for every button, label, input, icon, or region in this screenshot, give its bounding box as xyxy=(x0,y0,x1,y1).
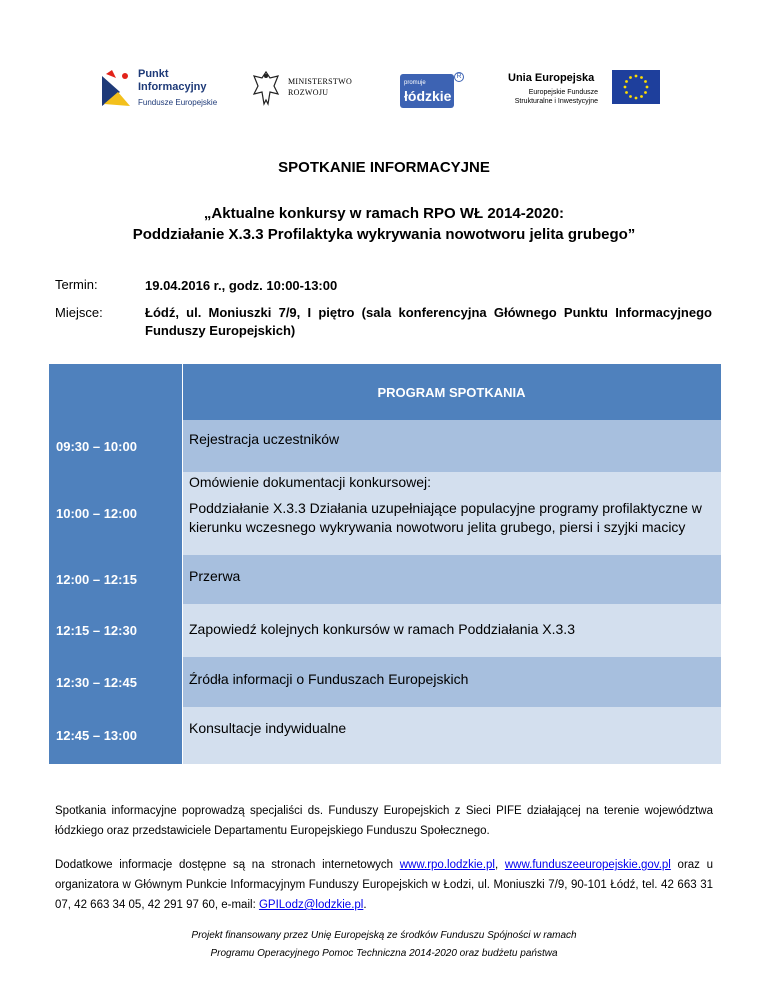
row-desc: Przerwa xyxy=(189,568,241,584)
logo-bar xyxy=(0,62,768,118)
program-header-row xyxy=(49,364,721,420)
table-row xyxy=(49,707,721,764)
fundusze-link[interactable]: www.funduszeeuropejskie.gov.pl xyxy=(504,859,671,871)
termin-value: 19.04.2016 r., godz. 10:00-13:00 xyxy=(145,278,338,293)
row-time: 10:00 – 12:00 xyxy=(49,472,182,555)
column-divider xyxy=(182,364,183,764)
punkt-logo-subtext: Fundusze Europejskie xyxy=(138,98,218,107)
punkt-logo-text: Punkt Informacyjny xyxy=(138,68,207,93)
table-row xyxy=(49,657,721,707)
row-desc: Źródła informacji o Funduszach Europejskich xyxy=(189,671,469,687)
row-time: 12:30 – 12:45 xyxy=(49,657,182,707)
row-desc: Zapowiedź kolejnych konkursów w ramach Poddziałania X.3.3 xyxy=(189,621,575,637)
funding-note-line-2: Programu Operacyjnego Pomoc Techniczna 2014-2020 oraz budżetu państwa xyxy=(210,948,558,959)
program-table xyxy=(49,364,721,764)
row-time: 12:45 – 13:00 xyxy=(49,707,182,764)
eagle-emblem-icon xyxy=(252,68,280,108)
termin-label: Termin: xyxy=(55,277,98,292)
document-title: SPOTKANIE INFORMACYJNE xyxy=(278,159,490,176)
row-desc: Konsultacje indywidualne xyxy=(189,720,347,736)
table-row xyxy=(49,472,721,555)
eu-flag-icon xyxy=(612,70,660,104)
funding-note-line-1: Projekt finansowany przez Unię Europejską ze środków Funduszu Spójności w ramach xyxy=(191,930,577,941)
program-heading: PROGRAM SPOTKANIA xyxy=(377,384,526,400)
registered-mark: R xyxy=(454,72,464,82)
row-time: 12:15 – 12:30 xyxy=(49,604,182,657)
ministerstwo-logo-text: MINISTERSTWO ROZWOJU xyxy=(288,77,353,97)
row-desc: Rejestracja uczestników xyxy=(189,431,340,447)
row-desc: Omówienie dokumentacji konkursowej: Poddziałanie X.3.3 Działania uzupełniające populacyjne programy profilaktyczne w kierunku wczesnego wykrywania nowotworu jelita grubego, piersi i szyjki macicy xyxy=(189,474,702,535)
ue-logo-title: Unia Europejska xyxy=(508,72,595,84)
row-time: 09:30 – 10:00 xyxy=(49,420,182,472)
table-row xyxy=(49,555,721,604)
footer-paragraph-2: Dodatkowe informacje dostępne są na stronach internetowych www.rpo.lodzkie.pl, www.funduszeeuropejskie.gov.pl oraz u organizatora w Głównym Punkcie Informacyjnym Funduszy Europejskich w Łodzi, ul. Moniuszki 7/9, 90-101 Łódź, tel. 42 663 31 07, 42 663 34 05, 42 291 97 60, e-mail: GPILodz@lodzkie.pl. xyxy=(55,859,714,911)
row-time: 12:00 – 12:15 xyxy=(49,555,182,604)
punkt-informacyjny-logo xyxy=(98,68,134,108)
miejsce-label: Miejsce: xyxy=(55,305,103,320)
footer-paragraph-1: Spotkania informacyjne poprowadzą specjaliści ds. Funduszy Europejskich z Sieci PIFE działającej na terenie województwa łódzkiego oraz przedstawiciele Departamentu Europejskiego Funduszu Społecznego. xyxy=(55,805,713,837)
lodzkie-logo: promuje łódzkie xyxy=(400,74,454,108)
ue-logo-subtext: Europejskie Fundusze Strukturalne i Inwestycyjne xyxy=(514,89,598,105)
rpo-link[interactable]: www.rpo.lodzkie.pl xyxy=(399,859,495,871)
email-link[interactable]: GPILodz@lodzkie.pl xyxy=(258,899,364,911)
miejsce-value: Łódź, ul. Moniuszki 7/9, I piętro (sala konferencyjna Głównego Punktu Informacyjnego Funduszy Europejskich) xyxy=(145,305,712,338)
document-subtitle: „Aktualne konkursy w ramach RPO WŁ 2014-2020: Poddziałanie X.3.3 Profilaktyka wykrywania nowotworu jelita grubego” xyxy=(132,205,636,243)
table-row xyxy=(49,420,721,472)
table-row xyxy=(49,604,721,657)
